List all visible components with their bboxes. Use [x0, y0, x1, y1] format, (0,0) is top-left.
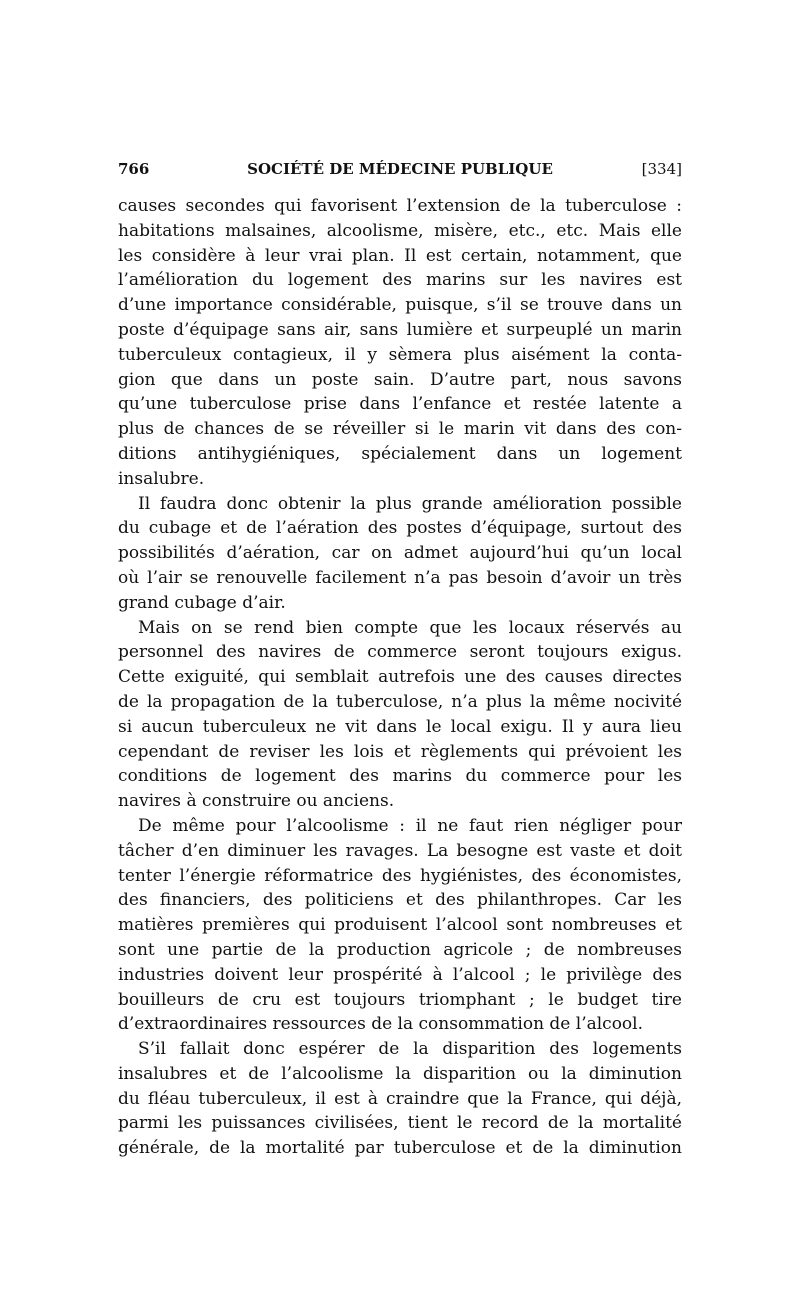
paragraph-first-line: De même pour l’alcoolisme : il ne faut rien négliger pour [138, 815, 682, 836]
text-line: plus de chances de se réveiller si le marin vit dans des con- [118, 419, 682, 440]
text-line: Cette exiguité, qui semblait autrefois une des causes directes [118, 667, 682, 688]
text-line: l’amélioration du logement des marins sur les navires est [118, 270, 682, 291]
running-title: SOCIÉTÉ DE MÉDECINE PUBLIQUE [247, 160, 553, 178]
body-text [118, 194, 682, 1161]
text-line: tâcher d’en diminuer les ravages. La besogne est vaste et doit [118, 840, 682, 861]
paragraph-first-line: S’il fallait donc espérer de la disparition des logements [138, 1039, 682, 1060]
text-line: du cubage et de l’aération des postes d’équipage, surtout des [118, 518, 682, 539]
text-line: gion que dans un poste sain. D’autre part, nous savons [118, 369, 682, 390]
page-mark: [334] [641, 160, 682, 178]
text-line: navires à construire ou anciens. [118, 791, 395, 812]
text-line: tenter l’énergie réformatrice des hygiénistes, des économistes, [118, 865, 682, 886]
text-line: insalubres et de l’alcoolisme la disparition ou la diminution [118, 1063, 682, 1084]
text-line: matières premières qui produisent l’alcool sont nombreuses et [118, 915, 682, 936]
text-line: du fléau tuberculeux, il est à craindre que la France, qui déjà, [118, 1088, 682, 1109]
text-line: sont une partie de la production agricole ; de nombreuses [118, 939, 682, 960]
paragraph-first-line: Il faudra donc obtenir la plus grande amélioration possible [138, 493, 682, 514]
text-line: parmi les puissances civilisées, tient le record de la mortalité [118, 1113, 682, 1134]
paragraph-first-line: Mais on se rend bien compte que les locaux réservés au [138, 617, 682, 638]
text-line: d’extraordinaires ressources de la consommation de l’alcool. [118, 1014, 644, 1035]
text-line: poste d’équipage sans air, sans lumière et surpeuplé un marin [118, 319, 682, 340]
text-line: cependant de reviser les lois et règlements qui prévoient les [118, 741, 682, 762]
page-number: 766 [118, 160, 150, 178]
text-line: des financiers, des politiciens et des philanthropes. Car les [118, 890, 682, 911]
page-header [118, 160, 682, 184]
text-line: de la propagation de la tuberculose, n’a plus la même nocivité [118, 691, 682, 712]
text-line: ditions antihygiéniques, spécialement dans un logement [118, 443, 682, 464]
text-line: insalubre. [118, 468, 205, 489]
text-line: d’une importance considérable, puisque, s’il se trouve dans un [118, 295, 682, 316]
text-line: personnel des navires de commerce seront toujours exigus. [118, 642, 682, 663]
text-line: grand cubage d’air. [118, 592, 286, 613]
text-line: industries doivent leur prospérité à l’alcool ; le privilège des [118, 964, 682, 985]
text-line: si aucun tuberculeux ne vit dans le local exigu. Il y aura lieu [118, 716, 682, 737]
text-line: les considère à leur vrai plan. Il est certain, notamment, que [118, 245, 682, 266]
text-line: bouilleurs de cru est toujours triomphant ; le budget tire [118, 989, 682, 1010]
text-line: conditions de logement des marins du commerce pour les [118, 766, 682, 787]
text-line: possibilités d’aération, car on admet aujourd’hui qu’un local [118, 543, 682, 564]
text-line: générale, de la mortalité par tuberculose et de la diminution [118, 1138, 682, 1159]
text-line: tuberculeux contagieux, il y sèmera plus aisément la conta- [118, 344, 682, 365]
text-line: où l’air se renouvelle facilement n’a pas besoin d’avoir un très [118, 567, 682, 588]
text-line: qu’une tuberculose prise dans l’enfance et restée latente a [118, 394, 682, 415]
text-line: habitations malsaines, alcoolisme, misère, etc., etc. Mais elle [118, 220, 682, 241]
text-line: causes secondes qui favorisent l’extension de la tuberculose : [118, 196, 682, 216]
